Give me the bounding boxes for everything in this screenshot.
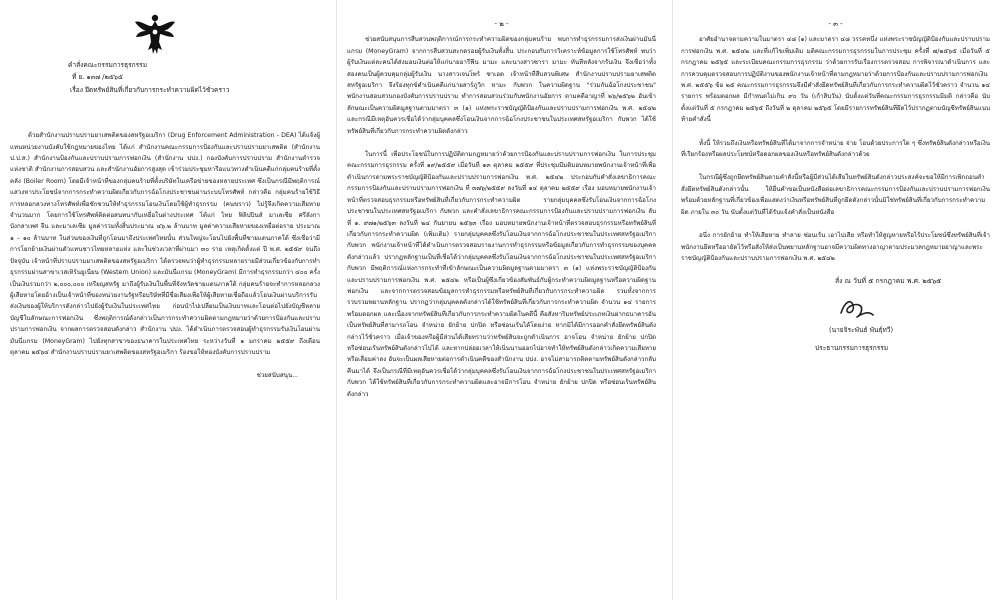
signer-name: (นายจิระพันธ์ พันธุ์ทวี) [829,325,894,334]
body-paragraph: ช่วยสนับสนุนการสืบสวนพฤติการณ์การกระทำความผิดของกลุ่มคนร้าย พบการทำธุรกรรมการส่งเงินผ่านมันนี่แกรม (MoneyGram) จากการสืบสวนสะกดรอยผู้รับเงินทั้งสิ้น ประกอบกับการวิเคราะห์ข้อมูลการใช้โทรศัพท์ พบว่าผู้รับเงินแต่ละคนได้ส่งมอบเงินต่อให้แก่นายอารีฟีน มามะ และนางสาวซารา มามะ ทันทีหลังจากรับเงิน จึงเชื่อว่าทั้งสองคนเป็นผู้ควบคุมกลุ่มผู้รับเงิน นางสาวเจนโพร์ ซาเฮด เจ้าหน้าที่สืบสวนพิเศษ สำนักงานปราบปรามยาเสพติดสหรัฐอเมริกา จึงร้องทุกข์ดำเนินคดีแก่นายสาร์ภูวิก หามะ กับพวก ในความผิดฐาน "ร่วมกันฉ้อโกงประชาชน" พนักงานสอบสวนกองบังคับการปราบปราม ทำการสอบสวนร่วมกับพนักงานอัยการ ตามคดีอาญาที่ ๒๖/๒๕๖๒ อันเข้าลักษณะเป็นความผิดมูลฐานตามมาตรา ๓ (๑) แห่งพระราชบัญญัติป้องกันและปราบปรามการฟอกเงิน พ.ศ. ๒๕๔๒ และกรณีมีเหตุอันควรเชื่อได้ว่ากลุ่มบุคคลซึ่งโอนเงินจากการฉ้อโกงประชาชนในประเทศสหรัฐอเมริกา กับพวก ได้ใช้ทรัพย์สินที่เกี่ยวกับการกระทำความผิดดังกล่าว [347,36,656,135]
page-number: - ๒ - [494,20,509,28]
body-paragraph: ในการนี้ เพื่อประโยชน์ในการปฏิบัติตามกฎหมายว่าด้วยการป้องกันและปราบปรามการฟอกเงิน ในการประชุมคณะกรรมการธุรกรรม ครั้งที่ ๑๙/๒๕๕๙ เมื่อวันที่ ๑๓ ตุลาคม ๒๕๕๙ ที่ประชุมมีมติมอบหมายพนักงานเจ้าหน้าที่เพื่อดำเนินการตามพระราชบัญญัติป้องกันและปราบปรามการฟอกเงิน พ.ศ. ๒๕๔๒ ประกอบกับคำสั่งเลขาธิการคณะกรรมการป้องกันและปราบปรามการฟอกเงิน ที่ ๓๗๖/๒๕๕๙ ลงวันที่ ๑๔ ตุลาคม ๒๕๕๙ เรื่อง มอบหมายพนักงานเจ้าหน้าที่ตรวจสอบธุรกรรมหรือทรัพย์สินที่เกี่ยวกับการกระทำความผิด รายกลุ่มบุคคลซึ่งรับโอนเงินจากการฉ้อโกงประชาชนในประเทศสหรัฐอเมริกา กับพวก และคำสั่งเลขาธิการคณะกรรมการป้องกันและปราบปรามการฟอกเงิน ลับ ที่ ๑. ๙๗๑/๒๕๖๓ ลงวันที่ ๒๔ กันยายน ๒๕๖๓ เรื่อง มอบหมายพนักงานเจ้าหน้าที่ตรวจสอบธุรกรรมหรือทรัพย์สินที่เกี่ยวกับการกระทำความผิด (เพิ่มเติม) รายกลุ่มบุคคลซึ่งรับโอนเงินจากการฉ้อโกงประชาชนในประเทศสหรัฐอเมริกา กับพวก พนักงานเจ้าหน้าที่ได้ดำเนินการตรวจสอบรายงานการทำธุรกรรมหรือข้อมูลเกี่ยวกับการทำธุรกรรมของบุคคลดังกล่าวแล้ว ปรากฏหลักฐานเป็นที่เชื่อได้ว่ากลุ่มบุคคลซึ่งรับโอนเงินจากการฉ้อโกงประชาชนในประเทศสหรัฐอเมริกา กับพวก มีพฤติการณ์แห่งการกระทำที่เข้าลักษณะเป็นความผิดมูลฐานตามมาตรา ๓ (๑) แห่งพระราชบัญญัติป้องกันและปราบปรามการฟอกเงิน พ.ศ. ๒๕๔๒ หรือเป็นผู้ซึ่งเกี่ยวข้องสัมพันธ์กับผู้กระทำความผิดมูลฐานหรือความผิดฐานฟอกเงิน และจากการตรวจสอบข้อมูลการทำธุรกรรมหรือทรัพย์สินที่เกี่ยวกับการกระทำความผิด รวมทั้งจากการรวบรวมพยานหลักฐาน ปรากฏว่ากลุ่มบุคคลดังกล่าวได้ใช้ทรัพย์สินที่เกี่ยวกับการกระทำความผิด จำนวน ๑๔ รายการ พร้อมดอกผล และเนื่องจากทรัพย์สินที่เกี่ยวกับการกระทำความผิดในคดีนี้ คือสังหาริมทรัพย์ประเภทเงินฝากธนาคารอันเป็นทรัพย์สินที่สามารถโอน จำหน่าย ยักย้าย ปกปิด หรือซ่อนเร้นได้โดยง่าย หากมิได้มีการออกคำสั่งยึดทรัพย์สินดังกล่าวไว้ชั่วคราว เมื่อเจ้าของหรือผู้มีส่วนได้เสียทราบว่าทรัพย์สินจะถูกดำเนินการ อาจโอน จำหน่าย ยักย้าย ปกปิด หรือซ่อนเร้นทรัพย์สินดังกล่าวไปได้ และหากปล่อยเวลาให้เนิ่นนานออกไปอาจทำให้ทรัพย์สินดังกล่าวเกิดความเสียหายหรือเสื่อมค่าลง อันจะเป็นผลเสียหายต่อการดำเนินคดีของสำนักงาน ปปง. อาจไม่สามารถติดตามทรัพย์สินดังกล่าวกลับคืนมาได้ จึงเป็นกรณีที่มีเหตุอันควรเชื่อได้ว่ากลุ่มบุคคลซึ่งรับโอนเงินจากการฉ้อโกงประชาชนในประเทศสหรัฐอเมริกา กับพวก ได้ใช้ทรัพย์สินที่เกี่ยวกับการกระทำความผิดและอาจมีการโอน จำหน่าย ยักย้าย ปกปิด หรือซ่อนเร้นทรัพย์สินดังกล่าว [347,151,656,398]
order-number: ที่ ย. ๑๓๗ /๒๕๖๕ [72,73,123,82]
signer-position: ประธานกรรมการธุรกรรม [815,343,889,352]
body-paragraph: อนึ่ง การยักย้าย ทำให้เสียหาย ทำลาย ซ่อนเร้น เอาไปเสีย หรือทำให้สูญหายหรือไร้ประโยชน์ซึ่งทรัพย์สินที่เจ้าพนักงานยึดหรืออายัดไว้หรือสั่งให้ส่งเป็นพยานหลักฐานอาจมีความผิดทางอาญาตามประมวลกฎหมายอาญาและพระราชบัญญัติป้องกันและปราบปรามการฟอกเงิน พ.ศ. ๒๕๔๒ [681,232,990,262]
body-paragraph: อาศัยอำนาจตามความในมาตรา ๔๘ (๑) และมาตรา ๔๘ วรรคหนึ่ง แห่งพระราชบัญญัติป้องกันและปราบปรามการฟอกเงิน พ.ศ. ๒๕๔๒ และที่แก้ไขเพิ่มเติม มติคณะกรรมการธุรกรรมในการประชุม ครั้งที่ ๗/๒๕๖๕ เมื่อวันที่ ๕ กรกฎาคม ๒๕๖๕ และระเบียบคณะกรรมการธุรกรรม ว่าด้วยการรับเรื่องการตรวจสอบ การพิจารณาดำเนินการ และการควบคุมตรวจสอบการปฏิบัติงานของพนักงานเจ้าหน้าที่ตามกฎหมายว่าด้วยการป้องกันและปราบปรามการฟอกเงิน พ.ศ. ๒๕๕๖ ข้อ ๒๕ คณะกรรมการธุรกรรมจึงมีคำสั่งยึดทรัพย์สินที่เกี่ยวกับการกระทำความผิดไว้ชั่วคราว จำนวน ๑๔ รายการ พร้อมดอกผล มีกำหนดไม่เกิน ๙๐ วัน (เก้าสิบวัน) นับตั้งแต่วันที่คณะกรรมการธุรกรรมมีมติ กล่าวคือ นับตั้งแต่วันที่ ๕ กรกฎาคม ๒๕๖๕ ถึงวันที่ ๒ ตุลาคม ๒๕๖๕ โดยมีรายการทรัพย์สินที่ยึดไว้ปรากฏตามบัญชีทรัพย์สินแนบท้ายคำสั่งนี้ [681,36,990,124]
body-paragraph: ในกรณีผู้ซึ่งถูกยึดทรัพย์สินตามคำสั่งนี้หรือผู้มีส่วนได้เสียในทรัพย์สินดังกล่าวประสงค์จะขอให้มีการเพิกถอนคำสั่งยึดทรัพย์สินดังกล่าวนั้น ให้ยื่นคำขอเป็นหนังสือต่อเลขาธิการคณะกรรมการป้องกันและปราบปรามการฟอกเงินพร้อมด้วยหลักฐานที่เกี่ยวข้องเพื่อแสดงว่าเงินหรือทรัพย์สินที่ถูกยึดดังกล่าวนั้นมิใช่ทรัพย์สินที่เกี่ยวกับการกระทำความผิด ภายใน ๓๐ วัน นับตั้งแต่วันที่ได้รับแจ้งคำสั่งเป็นหนังสือ [681,174,990,216]
document-page-2 [336,0,666,600]
signature-icon [837,295,877,323]
page-number: - ๓ - [828,20,843,28]
order-subject: เรื่อง ยึดทรัพย์สินที่เกี่ยวกับการกระทำความผิดไว้ชั่วคราว [70,85,230,94]
continuation-note: ช่วยสนับสนุน... [256,372,298,380]
body-paragraph: ด้วยสำนักงานปราบปรามยาเสพติดของสหรัฐอเมริกา (Drug Enforcement Administration - DEA) ได้แจ้งผู้แทนหน่วยงานบังคับใช้กฎหมายของไทย ได้แก่ สำนักงานคณะกรรมการป้องกันและปราบปรามยาเสพติด (สำนักงาน ป.ป.ส.) สำนักงานป้องกันและปราบปรามการฟอกเงิน (สำนักงาน ปปง.) กองบังคับการปราบปราม สำนักงานตำรวจแห่งชาติ สำนักงานการสอบสวน และสำนักงานอัยการสูงสุด เข้าร่วมประชุมหารือแนวทางดำเนินคดีแก่กลุ่มคนร้ายที่ตั้งคลัง (Boiler Room) โดยมีเจ้าหน้าที่ของกลุ่มคนร้ายที่ตั้งบริษัทในเครือข่ายของหลายประเทศ ซึ่งเป็นกรณีมีพฤติการณ์แสวงหาประโยชน์จากการกระทำความผิดเกี่ยวกับการฉ้อโกงประชาชนผ่านระบบโทรศัพท์ กล่าวคือ กลุ่มคนร้ายใช้วิธีการหลอกลวงทางโทรศัพท์เพื่อชักชวนให้ทำธุรกรรมโอนเงินโดยใช้ผู้ทำธุรกรรม (คนขราว) ไม่รู้จึงเกิดความเสียหายจำนวนมาก โดยการใช้โทรศัพท์ติดต่อสนทนากับเหยื่อในต่างประเทศ ได้แก่ ไทย ฟิลิปปินส์ มาเลเซีย ศรีลังกา บังกลาเทศ จีน และมาเลเซีย มูลค่ารวมทั้งสิ้นประมาณ ๔๖.๒ ล้านบาท มูลค่าความเสียหายของเหยื่อต่อราย ประมาณ ๑ – ๑๐ ล้านบาท ในส่วนของเงินที่ถูกโอนมาถึงประเทศไทยนั้น ส่วนใหญ่จะโอนไปยังพื้นที่ชายแดนภาคใต้ ซึ่งเชื่อว่ามีการโยกย้ายเงินผ่านตัวแทนชาวไทยหลายแห่ง และในช่วงเวลาที่ผ่านมา ๓๐ ราย เหตุเกิดตั้งแต่ ปี พ.ศ. ๒๕๕๙ จนถึงปัจจุบัน เจ้าหน้าที่ปราบปรามยาเสพติดของสหรัฐอเมริกา ได้ตรวจพบว่าผู้ทำธุรกรรมหลายรายมีส่วนเกี่ยวข้องกับการทำธุรกรรมผ่านสาขาเวสเทิร์นยูเนี่ยน (Western Union) และมันนี่แกรม (MoneyGram) มีการทำธุรกรรมกว่า ๔๐๐ ครั้ง เป็นเงินรวมกว่า ๒,๐๐๐,๐๐๐ เหรียญสหรัฐ มาถึงผู้รับเงินในพื้นที่จังหวัดชายแดนภาคใต้ กลุ่มคนร้ายจะทำการหลอกลวงผู้เสียหายโดยอ้างเป็นเจ้าหน้าที่ของหน่วยงานรัฐหรือบริษัทที่มีชื่อเสียงเพื่อให้ผู้เสียหายเชื่อถือแล้วโอนเงินผ่านบริการรับส่งเงินของผู้ให้บริการดังกล่าวไปยังผู้รับเงินในประเทศไทย ก่อนนำไปเปลี่ยนเป็นเงินบาทและโอนต่อไปยังบัญชีหลายบัญชีในลักษณะการฟอกเงิน ซึ่งพฤติการณ์ดังกล่าวเป็นการกระทำความผิดตามกฎหมายว่าด้วยการป้องกันและปราบปรามการฟอกเงิน จากผลการตรวจสอบดังกล่าว สำนักงาน ปปง. ได้ดำเนินการตรวจสอบผู้ทำธุรกรรมรับเงินโอนผ่านมันนี่แกรม (MoneyGram) ไปยังทุกสาขาของธนาคารในประเทศไทย ระหว่างวันที่ ๑ มกราคม ๒๕๕๙ ถึงเดือนตุลาคม ๒๕๖๔ สำนักงานปราบปรามยาเสพติดของสหรัฐอเมริกา ร้องขอให้ทองบังคับการปราบปราม [10,132,320,356]
order-title: คำสั่งคณะกรรมการธุรกรรม [68,61,148,69]
body-paragraph: ทั้งนี้ ให้รวมถึงเงินหรือทรัพย์สินที่ได้มาจากการจำหน่าย จ่าย โอนด้วยประการใด ๆ ซึ่งทรัพย์สินดังกล่าวหรือเงินที่เรียกร้องหรือผลประโยชน์หรือดอกผลของเงินหรือทรัพย์สินดังกล่าวด้วย [681,139,990,159]
garuda-emblem-icon [134,12,176,56]
order-date: สั่ง ณ วันที่ ๕ กรกฎาคม พ.ศ. ๒๕๖๕ [835,277,942,286]
document-page-1 [2,0,328,600]
document-page-3 [672,0,998,600]
